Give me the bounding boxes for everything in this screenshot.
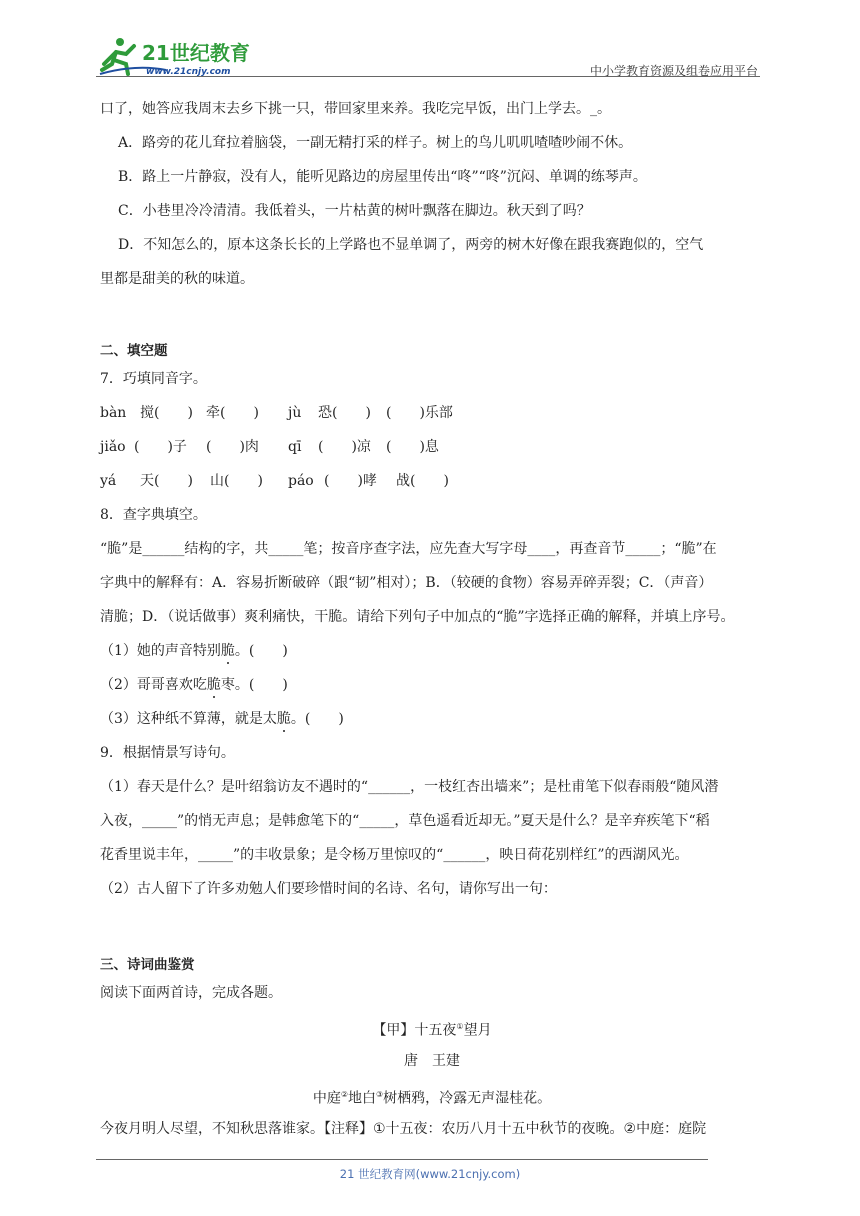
q9-text-line: 花香里说丰年，_____”的丰收景象；是令杨万里惊叹的“______，映日荷花别样红”的西湖风光。 bbox=[100, 847, 689, 863]
poem-author: 唐 王建 bbox=[404, 1053, 460, 1069]
blank-item: 山( ) bbox=[210, 473, 263, 489]
logo-url: www.21cnjy.com bbox=[146, 67, 231, 77]
page-footer: 21 世纪教育网(www.21cnjy.com) bbox=[339, 1167, 521, 1181]
pinyin: qī bbox=[288, 439, 302, 455]
blank-item: 搅( ) bbox=[140, 405, 193, 421]
q9-text-line: 入夜，_____”的悄无声息；是韩愈笔下的“_____，草色遥看近却无。”夏天是什么？是辛弃疾笔下“稻 bbox=[100, 813, 710, 829]
blank-item: 天( ) bbox=[140, 473, 193, 489]
q8-text-line: 清脆；D．（说话做事）爽利痛快，干脆。请给下列句子中加点的“脆”字选择正确的解释，并填上序号。 bbox=[100, 609, 735, 625]
dotted-char: 脆 bbox=[207, 668, 221, 702]
section-title-fill: 二、填空题 bbox=[100, 343, 168, 359]
q6-option-a: A．路旁的花儿耷拉着脑袋，一副无精打采的样子。树上的鸟儿叽叽喳喳吵闹不休。 bbox=[118, 135, 633, 151]
q6-option-d-cont: 里都是甜美的秋的味道。 bbox=[100, 271, 254, 287]
poem-title: 【甲】十五夜①望月 bbox=[372, 1022, 492, 1039]
q7-stem: 7．巧填同音字。 bbox=[100, 371, 207, 387]
q8-item: （1）她的声音特别脆。( ) bbox=[100, 634, 764, 668]
pinyin: páo bbox=[288, 473, 314, 489]
blank-item: ( )肉 bbox=[206, 439, 259, 455]
pinyin: bàn bbox=[100, 405, 127, 421]
blank-item: 恐( ) bbox=[318, 405, 371, 421]
section-title-poetry: 三、诗词曲鉴赏 bbox=[100, 957, 195, 973]
q7-row bbox=[100, 464, 764, 498]
q8-text-line: 字典中的解释有：A．容易折断破碎（跟“韧”相对）；B．（较硬的食物）容易弄碎弄裂；C．（声音） bbox=[100, 575, 713, 591]
platform-name: 中小学教育资源及组卷应用平台 bbox=[589, 64, 758, 78]
poetry-intro: 阅读下面两首诗，完成各题。 bbox=[100, 985, 282, 1001]
q8-item: （2）哥哥喜欢吃脆枣。( ) bbox=[100, 668, 764, 702]
document-body bbox=[100, 92, 764, 1146]
header-divider bbox=[96, 76, 760, 77]
dotted-char: 脆 bbox=[277, 702, 291, 736]
q6-option-b: B．路上一片静寂，没有人，能听见路边的房屋里传出“咚”“咚”沉闷、单调的练琴声。 bbox=[118, 169, 647, 185]
footer-divider bbox=[96, 1159, 708, 1160]
blank-item: 战( ) bbox=[396, 473, 449, 489]
q6-stem-tail: 口了，她答应我周末去乡下挑一只，带回家里来养。我吃完早饭，出门上学去。_。 bbox=[100, 101, 611, 117]
blank-item: ( )息 bbox=[386, 439, 439, 455]
q9-text-line: （1）春天是什么？是叶绍翁访友不遇时的“______，一枝红杏出墙来”；是杜甫笔下似春雨般“随风潜 bbox=[100, 779, 719, 795]
blank-item: ( )乐部 bbox=[386, 405, 453, 421]
logo-icon bbox=[96, 34, 266, 78]
pinyin: jiǎo bbox=[100, 439, 126, 455]
page-header bbox=[96, 34, 760, 80]
dotted-char: 脆 bbox=[221, 634, 235, 668]
poem-line-notes: 今夜月明人尽望，不知秋思落谁家。【注释】①十五夜：农历八月十五中秋节的夜晚。②中庭：庭院 bbox=[100, 1121, 707, 1137]
pinyin: jù bbox=[288, 405, 302, 421]
q7-row bbox=[100, 396, 764, 430]
q8-stem: 8．查字典填空。 bbox=[100, 507, 207, 523]
q8-item: （3）这种纸不算薄，就是太脆。( ) bbox=[100, 702, 764, 736]
q6-option-d: D．不知怎么的，原本这条长长的上学路也不显单调了，两旁的树木好像在跟我赛跑似的，空气 bbox=[118, 237, 704, 253]
q9-stem: 9．根据情景写诗句。 bbox=[100, 745, 235, 761]
q9-part2: （2）古人留下了许多劝勉人们要珍惜时间的名诗、名句，请你写出一句： bbox=[100, 881, 557, 897]
blank-item: ( )子 bbox=[134, 439, 187, 455]
logo-text: 21世纪教育 bbox=[142, 41, 250, 65]
blank-item: ( )凉 bbox=[318, 439, 371, 455]
q8-text-line: “脆”是______结构的字，共_____笔；按音序查字法，应先查大写字母____，再查音节_____；“脆”在 bbox=[100, 541, 717, 557]
q7-row bbox=[100, 430, 764, 464]
blank-item: ( )哮 bbox=[324, 473, 377, 489]
pinyin: yá bbox=[100, 473, 117, 489]
poem-line: 中庭②地白③树栖鸦，冷露无声湿桂花。 bbox=[312, 1090, 552, 1107]
q6-option-c: C．小巷里冷冷清清。我低着头，一片枯黄的树叶飘落在脚边。秋天到了吗？ bbox=[118, 203, 591, 219]
blank-item: 牵( ) bbox=[206, 405, 259, 421]
